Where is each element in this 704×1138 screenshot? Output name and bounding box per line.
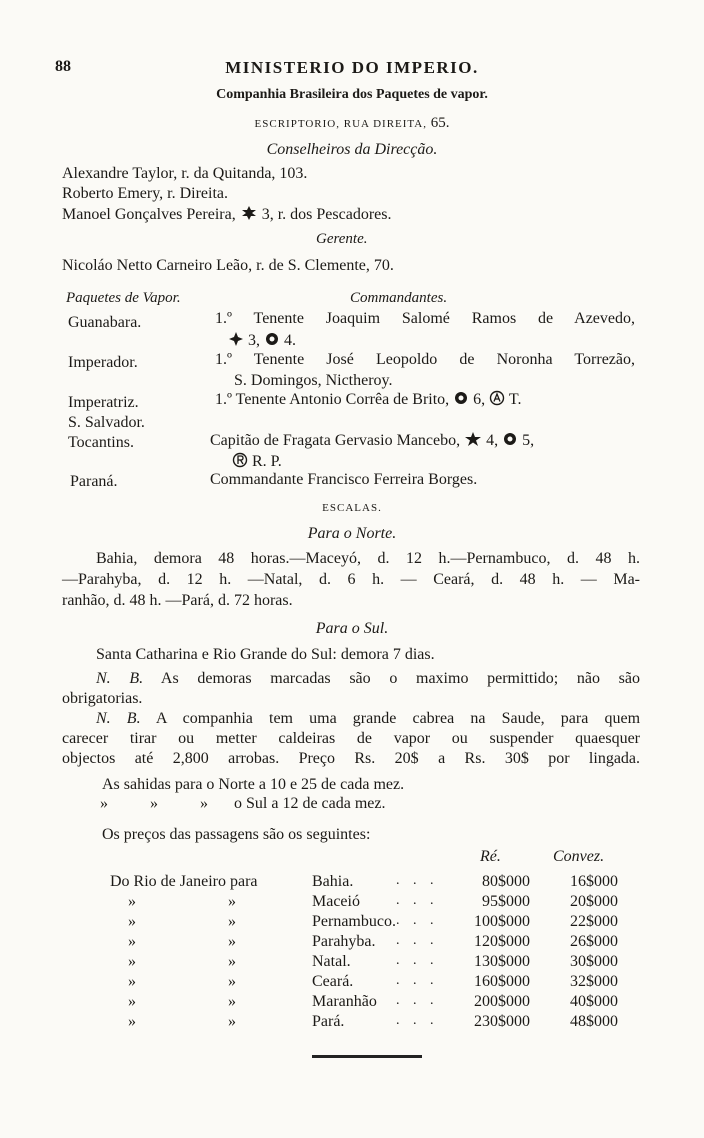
note: [62, 750, 640, 768]
ditto-mark: »: [128, 933, 136, 950]
office-address: [0, 115, 704, 132]
ditto-mark: »: [128, 973, 136, 990]
office-label: ESCRIPTORIO, RUA DIREITA,: [254, 118, 427, 130]
fare-value: 000: [594, 973, 618, 990]
fare-deck-class: [530, 933, 618, 951]
currency-sign: $: [586, 973, 594, 990]
leader-dots: . . .: [396, 913, 439, 928]
board-member: [62, 205, 391, 224]
fare-destination: Pernambuco.: [312, 913, 396, 930]
fare-deck-class: [530, 953, 618, 971]
order-grade: 4,: [486, 432, 499, 449]
leader-dots: . . .: [396, 953, 439, 968]
board-member-address: 3, r. dos Pescadores.: [261, 206, 392, 223]
fare-deck-class: [530, 873, 618, 891]
currency-sign: $: [586, 873, 594, 890]
north-line: ranhão, d. 48 h. —Pará, d. 72 horas.: [62, 592, 293, 609]
currency-sign: $: [498, 953, 506, 970]
company-name: Companhia Brasileira dos Paquetes de vapor.: [216, 87, 488, 102]
commander-line: 1.º Tenente Antonio Corrêa de Brito,: [215, 391, 450, 408]
ship-name: Imperador.: [68, 354, 138, 371]
ditto-mark: »: [228, 1013, 236, 1030]
order-cross-icon: [240, 205, 258, 221]
section-divider: [312, 1055, 422, 1058]
currency-sign: $: [498, 973, 506, 990]
currency-sign: $: [498, 933, 506, 950]
ditto-mark: »: [128, 893, 136, 910]
leader-dots: . . .: [396, 993, 439, 1008]
ditto-mark: »: [128, 913, 136, 930]
ditto-mark: »: [128, 993, 136, 1010]
fare-value: 000: [594, 893, 618, 910]
commanders-heading: Commandantes.: [350, 290, 448, 306]
page-title: MINISTERIO DO IMPERIO.: [225, 58, 479, 77]
board-member-name: Manoel Gonçalves Pereira,: [62, 206, 236, 223]
ditto-mark: »: [200, 795, 208, 812]
fare-first-class: [430, 993, 530, 1011]
fare-deck-class: [530, 993, 618, 1011]
currency-sign: $: [498, 993, 506, 1010]
fare-value: 000: [506, 953, 530, 970]
fare-destination: Bahia.: [312, 873, 354, 890]
fare-value: 20: [570, 893, 586, 910]
board-member: Roberto Emery, r. Direita.: [62, 185, 229, 202]
ditto-mark: »: [228, 913, 236, 930]
leader-dots: . . .: [396, 893, 439, 908]
ships-heading: Paquetes de Vapor.: [66, 290, 181, 306]
ditto-mark: »: [128, 953, 136, 970]
order-grade: 5,: [522, 432, 535, 449]
fare-value: 000: [594, 1013, 618, 1030]
note-label: N. B.: [96, 670, 144, 687]
currency-sign: $: [520, 750, 529, 767]
commander-line: Capitão de Fragata Gervasio Mancebo,: [210, 432, 461, 449]
note: [96, 670, 640, 688]
board-member: Alexandre Taylor, r. da Quitanda, 103.: [62, 165, 308, 182]
fare-destination: Maceió: [312, 893, 360, 910]
fare-value: 48: [570, 1013, 586, 1030]
manager-heading: Gerente.: [316, 231, 368, 247]
note: [62, 730, 640, 748]
fare-value: 200: [474, 993, 498, 1010]
manager-name: Nicoláo Netto Carneiro Leão, r. de S. Clemente, 70.: [62, 257, 394, 274]
fare-value: 32: [570, 973, 586, 990]
star-order-icon: [464, 431, 482, 447]
currency-sign: $: [586, 1013, 594, 1030]
fare-deck-class: [530, 973, 618, 991]
fare-value: 000: [506, 1013, 530, 1030]
fare-deck-class: [530, 1013, 618, 1031]
note-text: A companhia tem uma grande cabrea na Saude, para quem: [155, 710, 641, 727]
departure-line: As sahidas para o Norte a 10 e 25 de cada mez.: [102, 776, 405, 793]
fare-value: 160: [474, 973, 498, 990]
fare-value: 000: [594, 873, 618, 890]
ship-name: Imperatriz.: [68, 394, 139, 411]
fare-value: 16: [570, 873, 586, 890]
stops-heading: ESCALAS.: [322, 502, 382, 514]
fares-header-first: Ré.: [480, 848, 501, 865]
ship-name: Tocantins.: [68, 434, 134, 451]
fares-origin: Do Rio de Janeiro para: [110, 873, 258, 890]
page-number: 88: [55, 58, 71, 75]
note-text: As demoras marcadas são o maximo permittido; não são: [160, 670, 640, 687]
fare-value: 000: [506, 913, 530, 930]
fare-value: 000: [506, 993, 530, 1010]
rose-order-icon: [453, 390, 469, 406]
ditto-mark: »: [228, 973, 236, 990]
fare-value: 230: [474, 1013, 498, 1030]
fare-destination: Parahyba.: [312, 933, 376, 950]
fare-value: 000: [506, 893, 530, 910]
currency-sign: $: [586, 993, 594, 1010]
fare-deck-class: [530, 913, 618, 931]
fare-value: 000: [594, 993, 618, 1010]
order-grade: T.: [508, 391, 522, 408]
currency-sign: $: [498, 893, 506, 910]
ditto-mark: »: [150, 795, 158, 812]
note-text: por lingada.: [548, 750, 641, 767]
currency-sign: $: [586, 893, 594, 910]
north-paragraph: [62, 571, 640, 589]
ditto-mark: »: [128, 1013, 136, 1030]
fare-deck-class: [530, 893, 618, 911]
fares-header-second: Convez.: [553, 848, 605, 865]
ship-name: Paraná.: [70, 473, 118, 490]
ditto-mark: »: [228, 933, 236, 950]
rose-order-icon: [502, 431, 518, 447]
commander: [215, 351, 635, 369]
north-heading: Para o Norte.: [307, 525, 397, 542]
commander: [215, 310, 635, 328]
fare-destination: Maranhão: [312, 993, 377, 1010]
note-text: objectos até 2,800 arrobas. Preço Rs. 20: [62, 750, 411, 767]
fare-first-class: [430, 933, 530, 951]
order-grade: 6,: [473, 391, 486, 408]
currency-sign: $: [498, 913, 506, 930]
circled-r-icon: [232, 452, 248, 468]
north-line: —Parahyba, d. 12 h. —Natal, d. 6 h. — Ceará, d. 48 h. — Ma-: [62, 571, 640, 588]
commander-line: [228, 331, 296, 350]
note-text: a Rs. 30: [438, 750, 521, 767]
fare-value: 130: [474, 953, 498, 970]
ship-name: Guanabara.: [68, 314, 142, 331]
currency-sign: $: [410, 750, 419, 767]
south-heading: Para o Sul.: [315, 620, 389, 637]
currency-sign: $: [498, 1013, 506, 1030]
order-grade: 3,: [248, 332, 260, 349]
fare-value: 000: [506, 873, 530, 890]
commander-line: [232, 452, 282, 471]
currency-sign: $: [498, 873, 506, 890]
ditto-mark: »: [228, 953, 236, 970]
fare-destination: Pará.: [312, 1013, 345, 1030]
order-grade: 4.: [284, 332, 296, 349]
fare-first-class: [430, 973, 530, 991]
leader-dots: . . .: [396, 973, 439, 988]
ditto-mark: »: [100, 795, 108, 812]
currency-sign: $: [586, 933, 594, 950]
fare-first-class: [430, 893, 530, 911]
ship-name: S. Salvador.: [68, 414, 145, 431]
fare-value: 000: [506, 973, 530, 990]
leader-dots: . . .: [396, 873, 439, 888]
fare-value: 100: [474, 913, 498, 930]
leader-dots: . . .: [396, 1013, 439, 1028]
commander-line: 1.º Tenente José Leopoldo de Noronha Torrezão,: [215, 351, 635, 368]
fare-first-class: [430, 1013, 530, 1031]
rose-order-icon: [264, 331, 280, 347]
fare-destination: Ceará.: [312, 973, 354, 990]
ditto-mark: »: [228, 993, 236, 1010]
office-number: 65.: [430, 115, 450, 131]
fare-value: 000: [506, 933, 530, 950]
note-text: carecer tirar ou metter caldeiras de vapor ou suspender quaesquer: [62, 730, 640, 747]
note-text: obrigatorias.: [62, 690, 143, 707]
fare-first-class: [430, 873, 530, 891]
fares-intro: Os preços das passagens são os seguintes:: [102, 826, 371, 843]
fare-value: 000: [594, 913, 618, 930]
commander: Commandante Francisco Ferreira Borges.: [210, 471, 478, 488]
fare-value: 22: [570, 913, 586, 930]
commander: [210, 431, 534, 450]
board-heading: Conselheiros da Direcção.: [266, 141, 438, 158]
note-label: N. B.: [96, 710, 141, 727]
ditto-mark: »: [228, 893, 236, 910]
circled-a-icon: [489, 390, 505, 406]
currency-sign: $: [586, 953, 594, 970]
south-line: Santa Catharina e Rio Grande do Sul: demora 7 dias.: [96, 646, 435, 663]
fare-value: 000: [594, 933, 618, 950]
fare-value: 000: [594, 953, 618, 970]
fare-destination: Natal.: [312, 953, 351, 970]
note: [96, 710, 640, 728]
departure-line: o Sul a 12 de cada mez.: [234, 795, 386, 812]
fare-first-class: [430, 913, 530, 931]
fare-value: 40: [570, 993, 586, 1010]
currency-sign: $: [586, 913, 594, 930]
fare-value: 26: [570, 933, 586, 950]
fare-value: 95: [482, 893, 498, 910]
fare-first-class: [430, 953, 530, 971]
order-cross-icon: [228, 331, 244, 347]
fare-value: 80: [482, 873, 498, 890]
commander-line: 1.º Tenente Joaquim Salomé Ramos de Azevedo,: [215, 310, 635, 327]
commander-line: S. Domingos, Nictheroy.: [234, 372, 393, 389]
fare-value: 30: [570, 953, 586, 970]
commander: [215, 390, 521, 409]
north-line: Bahia, demora 48 horas.—Maceyó, d. 12 h.—Pernambuco, d. 48 h.: [96, 550, 640, 567]
fare-value: 120: [474, 933, 498, 950]
north-paragraph: [96, 550, 640, 568]
leader-dots: . . .: [396, 933, 439, 948]
order-grade: R. P.: [252, 453, 282, 470]
